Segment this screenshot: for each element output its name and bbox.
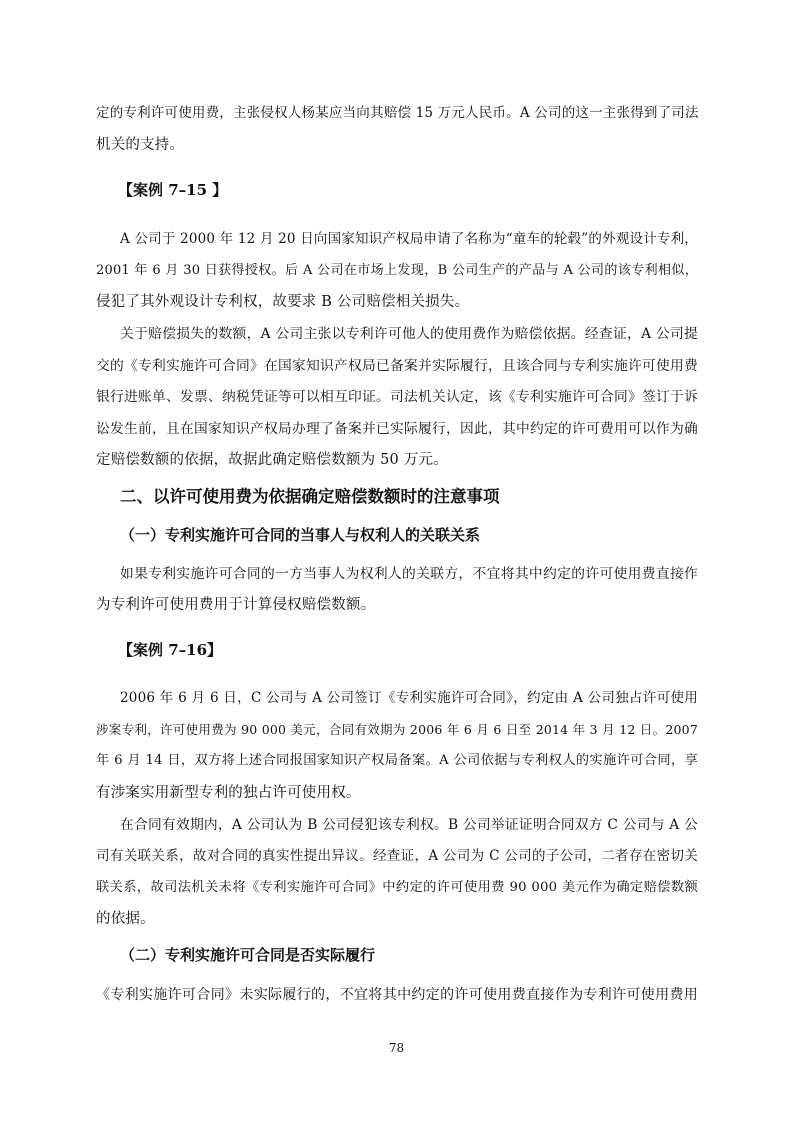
paragraph-line: 有涉案实用新型专利的独占许可使用权。 <box>96 785 361 801</box>
paragraph-line: 定的专利许可使用费，主张侵权人杨某应当向其赔偿 15 万元人民币。A 公司的这一主张得到了司法 <box>96 105 699 121</box>
paragraph-line: 年 6 月 14 日，双方将上述合同报国家知识产权局备案。A 公司依据与专利权人的实施许可合同，享 <box>96 753 698 768</box>
case-heading: 【案例 7–16】 <box>118 641 223 659</box>
paragraph-line: 机关的支持。 <box>96 137 185 153</box>
paragraph-line: 2001 年 6 月 30 日获得授权。后 A 公司在市场上发现，B 公司生产的产品与 A 公司的该专利相似， <box>96 263 698 278</box>
paragraph-line: 银行进账单、发票、纳税凭证等可以相互印证。司法机关认定，该《专利实施许可合同》签订于诉 <box>96 389 698 405</box>
paragraph-line: 关于赔偿损失的数额，A 公司主张以专利许可他人的使用费作为赔偿依据。经查证，A 公司提 <box>120 326 698 342</box>
subsection-heading: （一）专利实施许可合同的当事人与权利人的关联关系 <box>120 526 481 544</box>
paragraph-line: 《专利实施许可合同》未实际履行的，不宜将其中约定的许可使用费直接作为专利许可使用费用 <box>96 987 698 1003</box>
section-heading: 二、以许可使用费为依据确定赔偿数额时的注意事项 <box>120 487 500 506</box>
paragraph-line: 讼发生前，且在国家知识产权局办理了备案并已实际履行，因此，其中约定的许可费用可以作为确 <box>96 421 698 437</box>
page-number: 78 <box>388 1041 405 1055</box>
paragraph-line: 联关系，故司法机关未将《专利实施许可合同》中约定的许可使用费 90 000 美元作为确定赔偿数额 <box>96 880 698 895</box>
paragraph-line: 在合同有效期内，A 公司认为 B 公司侵犯该专利权。B 公司举证证明合同双方 C 公司与 A 公 <box>120 817 698 833</box>
paragraph-line: 的依据。 <box>96 911 155 927</box>
paragraph-line: 如果专利实施许可合同的一方当事人为权利人的关联方，不宜将其中约定的许可使用费直接作 <box>120 566 698 582</box>
paragraph-line: 2006 年 6 月 6 日，C 公司与 A 公司签订《专利实施许可合同》，约定由 A 公司独占许可使用 <box>120 690 698 706</box>
case-heading: 【案例 7–15 】 <box>118 181 228 199</box>
paragraph-line: A 公司于 2000 年 12 月 20 日向国家知识产权局申请了名称为“童车的轮毂”的外观设计专利， <box>120 231 699 247</box>
paragraph-line: 为专利许可使用费用于计算侵权赔偿数额。 <box>96 597 376 613</box>
paragraph-line: 定赔偿数额的依据，故据此确定赔偿数额为 50 万元。 <box>96 452 448 468</box>
paragraph-line: 司有关联关系，故对合同的真实性提出异议。经查证，A 公司为 C 公司的子公司，二者存在密切关 <box>96 848 698 864</box>
paragraph-line: 交的《专利实施许可合同》在国家知识产权局已备案并实际履行，且该合同与专利实施许可使用费 <box>96 358 698 374</box>
paragraph-line: 涉案专利，许可使用费为 90 000 美元，合同有效期为 2006 年 6 月 6 日至 2014 年 3 月 12 日。2007 <box>96 722 698 737</box>
subsection-heading: （二）专利实施许可合同是否实际履行 <box>120 946 376 964</box>
paragraph-line: 侵犯了其外观设计专利权，故要求 B 公司赔偿相关损失。 <box>96 294 470 310</box>
